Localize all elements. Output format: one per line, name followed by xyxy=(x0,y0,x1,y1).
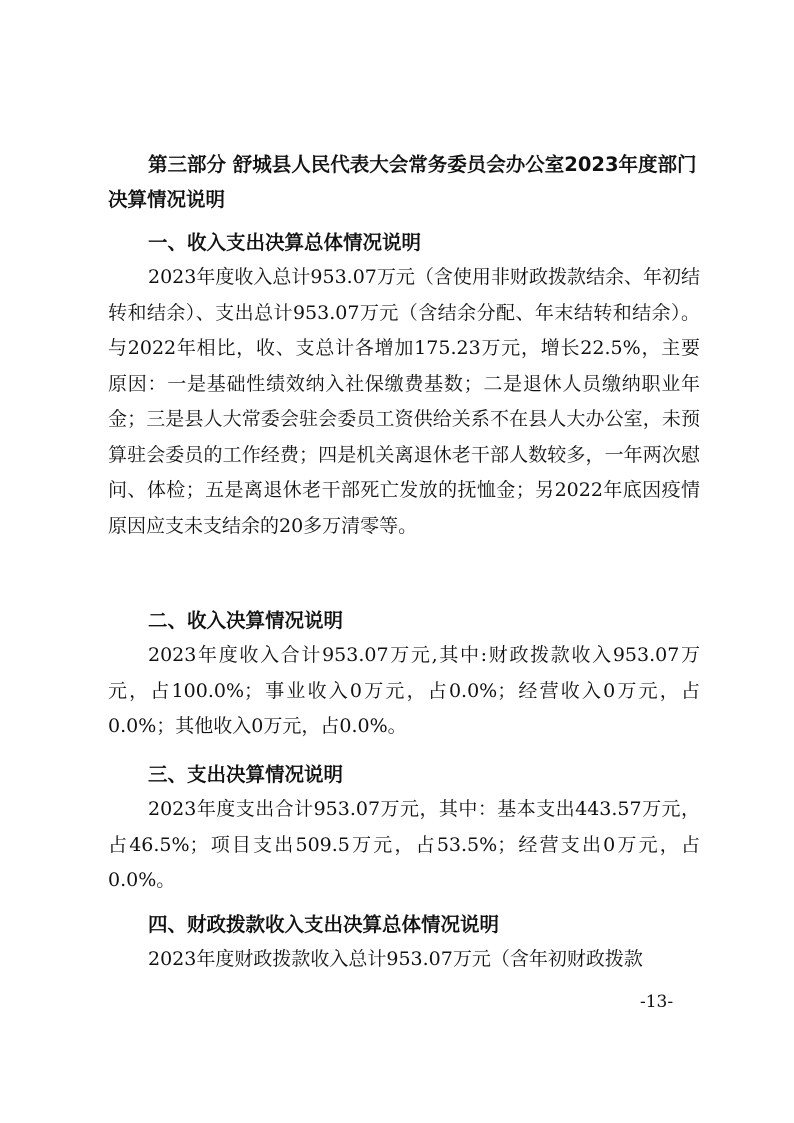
section-heading-2: 二、收入决算情况说明 xyxy=(148,609,344,632)
section-heading-3: 三、支出决算情况说明 xyxy=(148,763,344,786)
section-body-1: 2023年度收入总计953.07万元（含使用非财政拨款结余、年初结转和结余）、支出总计953.07万元（含结余分配、年末结转和结余）。与2022年相比，收、支总计各增加175.23万元，增长22.5%，主要原因：一是基础性绩效纳入社保缴费基数；二是退休人员缴纳职业年金；三是县人大常委会驻会委员工资供给关系不在县人大办公室，未预算驻会委员的工作经费；四是机关离退休老干部人数较多，一年两次慰问、体检；五是离退休老干部死亡发放的抚恤金；另2022年底因疫情原因应支未支结余的20多万清零等。 xyxy=(108,266,700,537)
section-body-3: 2023年度支出合计953.07万元，其中：基本支出443.57万元，占46.5%；项目支出509.5万元，占53.5%；经营支出0万元，占0.0%。 xyxy=(108,798,700,891)
section-body-2: 2023年度收入合计953.07万元,其中:财政拨款收入953.07万元，占100.0%；事业收入0万元，占0.0%；经营收入0万元，占0.0%；其他收入0万元，占0.0%。 xyxy=(108,644,700,737)
page-number: -13- xyxy=(640,992,674,1012)
page-title: 第三部分 舒城县人民代表大会常务委员会办公室2023年度部门决算情况说明 xyxy=(108,153,697,211)
section-heading-4: 四、财政拨款收入支出决算总体情况说明 xyxy=(148,913,500,936)
section-heading-1: 一、收入支出决算总体情况说明 xyxy=(148,231,422,254)
section-body-4: 2023年度财政拨款收入总计953.07万元（含年初财政拨款 xyxy=(148,948,643,970)
